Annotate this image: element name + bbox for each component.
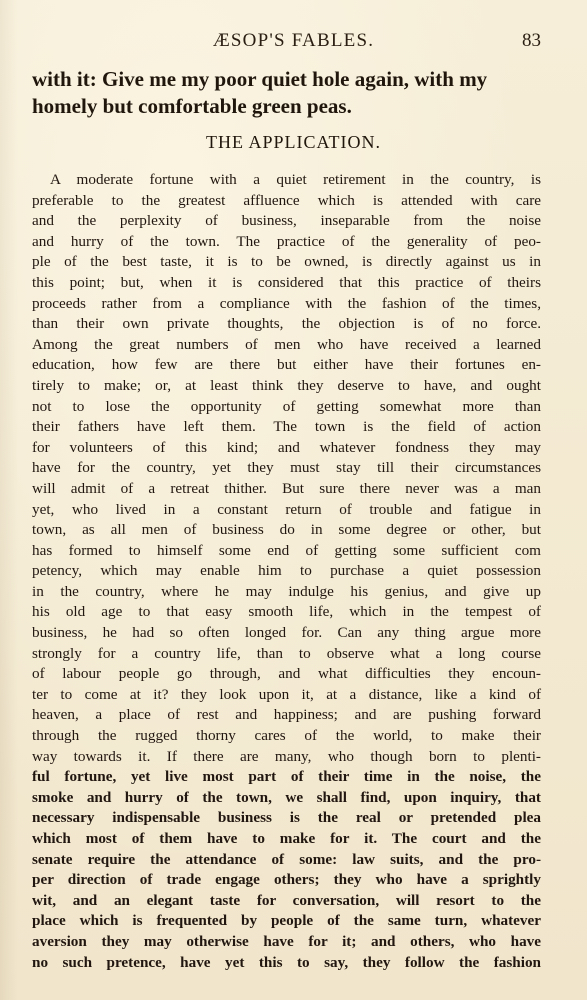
text-line: through the rugged thorny cares of the world, to make their	[32, 727, 541, 745]
text-line: town, as all men of business do in some degree or other, but	[32, 521, 541, 539]
text-line: than their own private thoughts, the objection is of no force.	[32, 315, 541, 333]
text-line: ful fortune, yet live most part of their time in the noise, the	[32, 768, 541, 786]
text-line: not to lose the opportunity of getting somewhat more than	[32, 397, 541, 415]
text-line: this point; but, when it is considered that this practice of theirs	[32, 273, 541, 291]
application-paragraph	[32, 170, 541, 973]
text-line: per direction of trade engage others; they who have a sprightly	[32, 871, 541, 889]
text-line: his old age to that easy smooth life, which in the tempest of	[32, 603, 541, 621]
text-line: and the perplexity of business, inseparable from the noise	[32, 212, 541, 230]
section-heading: THE APPLICATION.	[205, 132, 381, 152]
text-line: homely but comfortable green peas.	[32, 94, 352, 118]
text-line: will admit of a retreat thither. But sure there never was a man	[32, 479, 541, 497]
text-line: senate require the attendance of some: law suits, and the pro-	[32, 850, 541, 868]
text-line: no such pretence, have yet this to say, they follow the fashion	[32, 953, 541, 971]
text-line: and hurry of the town. The practice of the generality of peo-	[32, 232, 541, 250]
text-line: aversion they may otherwise have for it; and others, who have	[32, 932, 541, 950]
text-line: petency, which may enable him to purchase a quiet possession	[32, 562, 541, 580]
text-line: their fathers have left them. The town is the field of action	[32, 418, 541, 436]
text-line: heaven, a place of rest and happiness; and are pushing forward	[32, 706, 541, 724]
text-line: way towards it. If there are many, who though born to plenti-	[32, 747, 541, 765]
text-line: Among the great numbers of men who have received a learned	[32, 335, 541, 353]
text-line: which most of them have to make for it. The court and the	[32, 830, 541, 847]
text-line: in the country, where he may indulge his genius, and give up	[32, 582, 541, 600]
text-line: smoke and hurry of the town, we shall find, upon inquiry, that	[32, 788, 541, 806]
text-line: necessary indispensable business is the real or pretended plea	[32, 809, 541, 827]
text-line: preferable to the greatest affluence which is attended with care	[32, 191, 541, 209]
text-line: tirely to make; or, at least think they deserve to have, and ought	[32, 376, 541, 394]
text-line: education, how few are there but either have their fortunes en-	[32, 356, 541, 374]
text-line: A moderate fortune with a quiet retirement in the country, is	[50, 171, 541, 188]
text-line: has formed to himself some end of getting some sufficient com	[32, 541, 541, 559]
text-line: business, he had so often longed for. Can any thing argue more	[32, 624, 541, 642]
text-line: yet, who lived in a constant return of trouble and fatigue in	[32, 500, 541, 518]
text-line: place which is frequented by people of the same turn, whatever	[32, 912, 541, 930]
page-number: 83	[522, 30, 541, 51]
fable-closing-text	[32, 66, 541, 120]
text-line: ter to come at it? they look upon it, at a distance, like a kind of	[32, 685, 541, 703]
page-header	[0, 30, 587, 54]
text-line: strongly for a country life, than to observe what a long course	[32, 644, 541, 662]
text-line: wit, and an elegant taste for conversation, will resort to the	[32, 891, 541, 909]
text-line: for volunteers of this kind; and whatever fondness they may	[32, 438, 541, 456]
text-line: have for the country, yet they must stay till their circumstances	[32, 459, 541, 477]
running-title: ÆSOP'S FABLES.	[212, 30, 375, 51]
text-line: of labour people go through, and what difficulties they encoun-	[32, 665, 541, 683]
text-line: proceeds rather from a compliance with the fashion of the times,	[32, 294, 541, 312]
text-line: ple of the best taste, it is to be owned, is directly against us in	[32, 253, 541, 271]
text-line: with it: Give me my poor quiet hole again, with my	[32, 67, 488, 91]
